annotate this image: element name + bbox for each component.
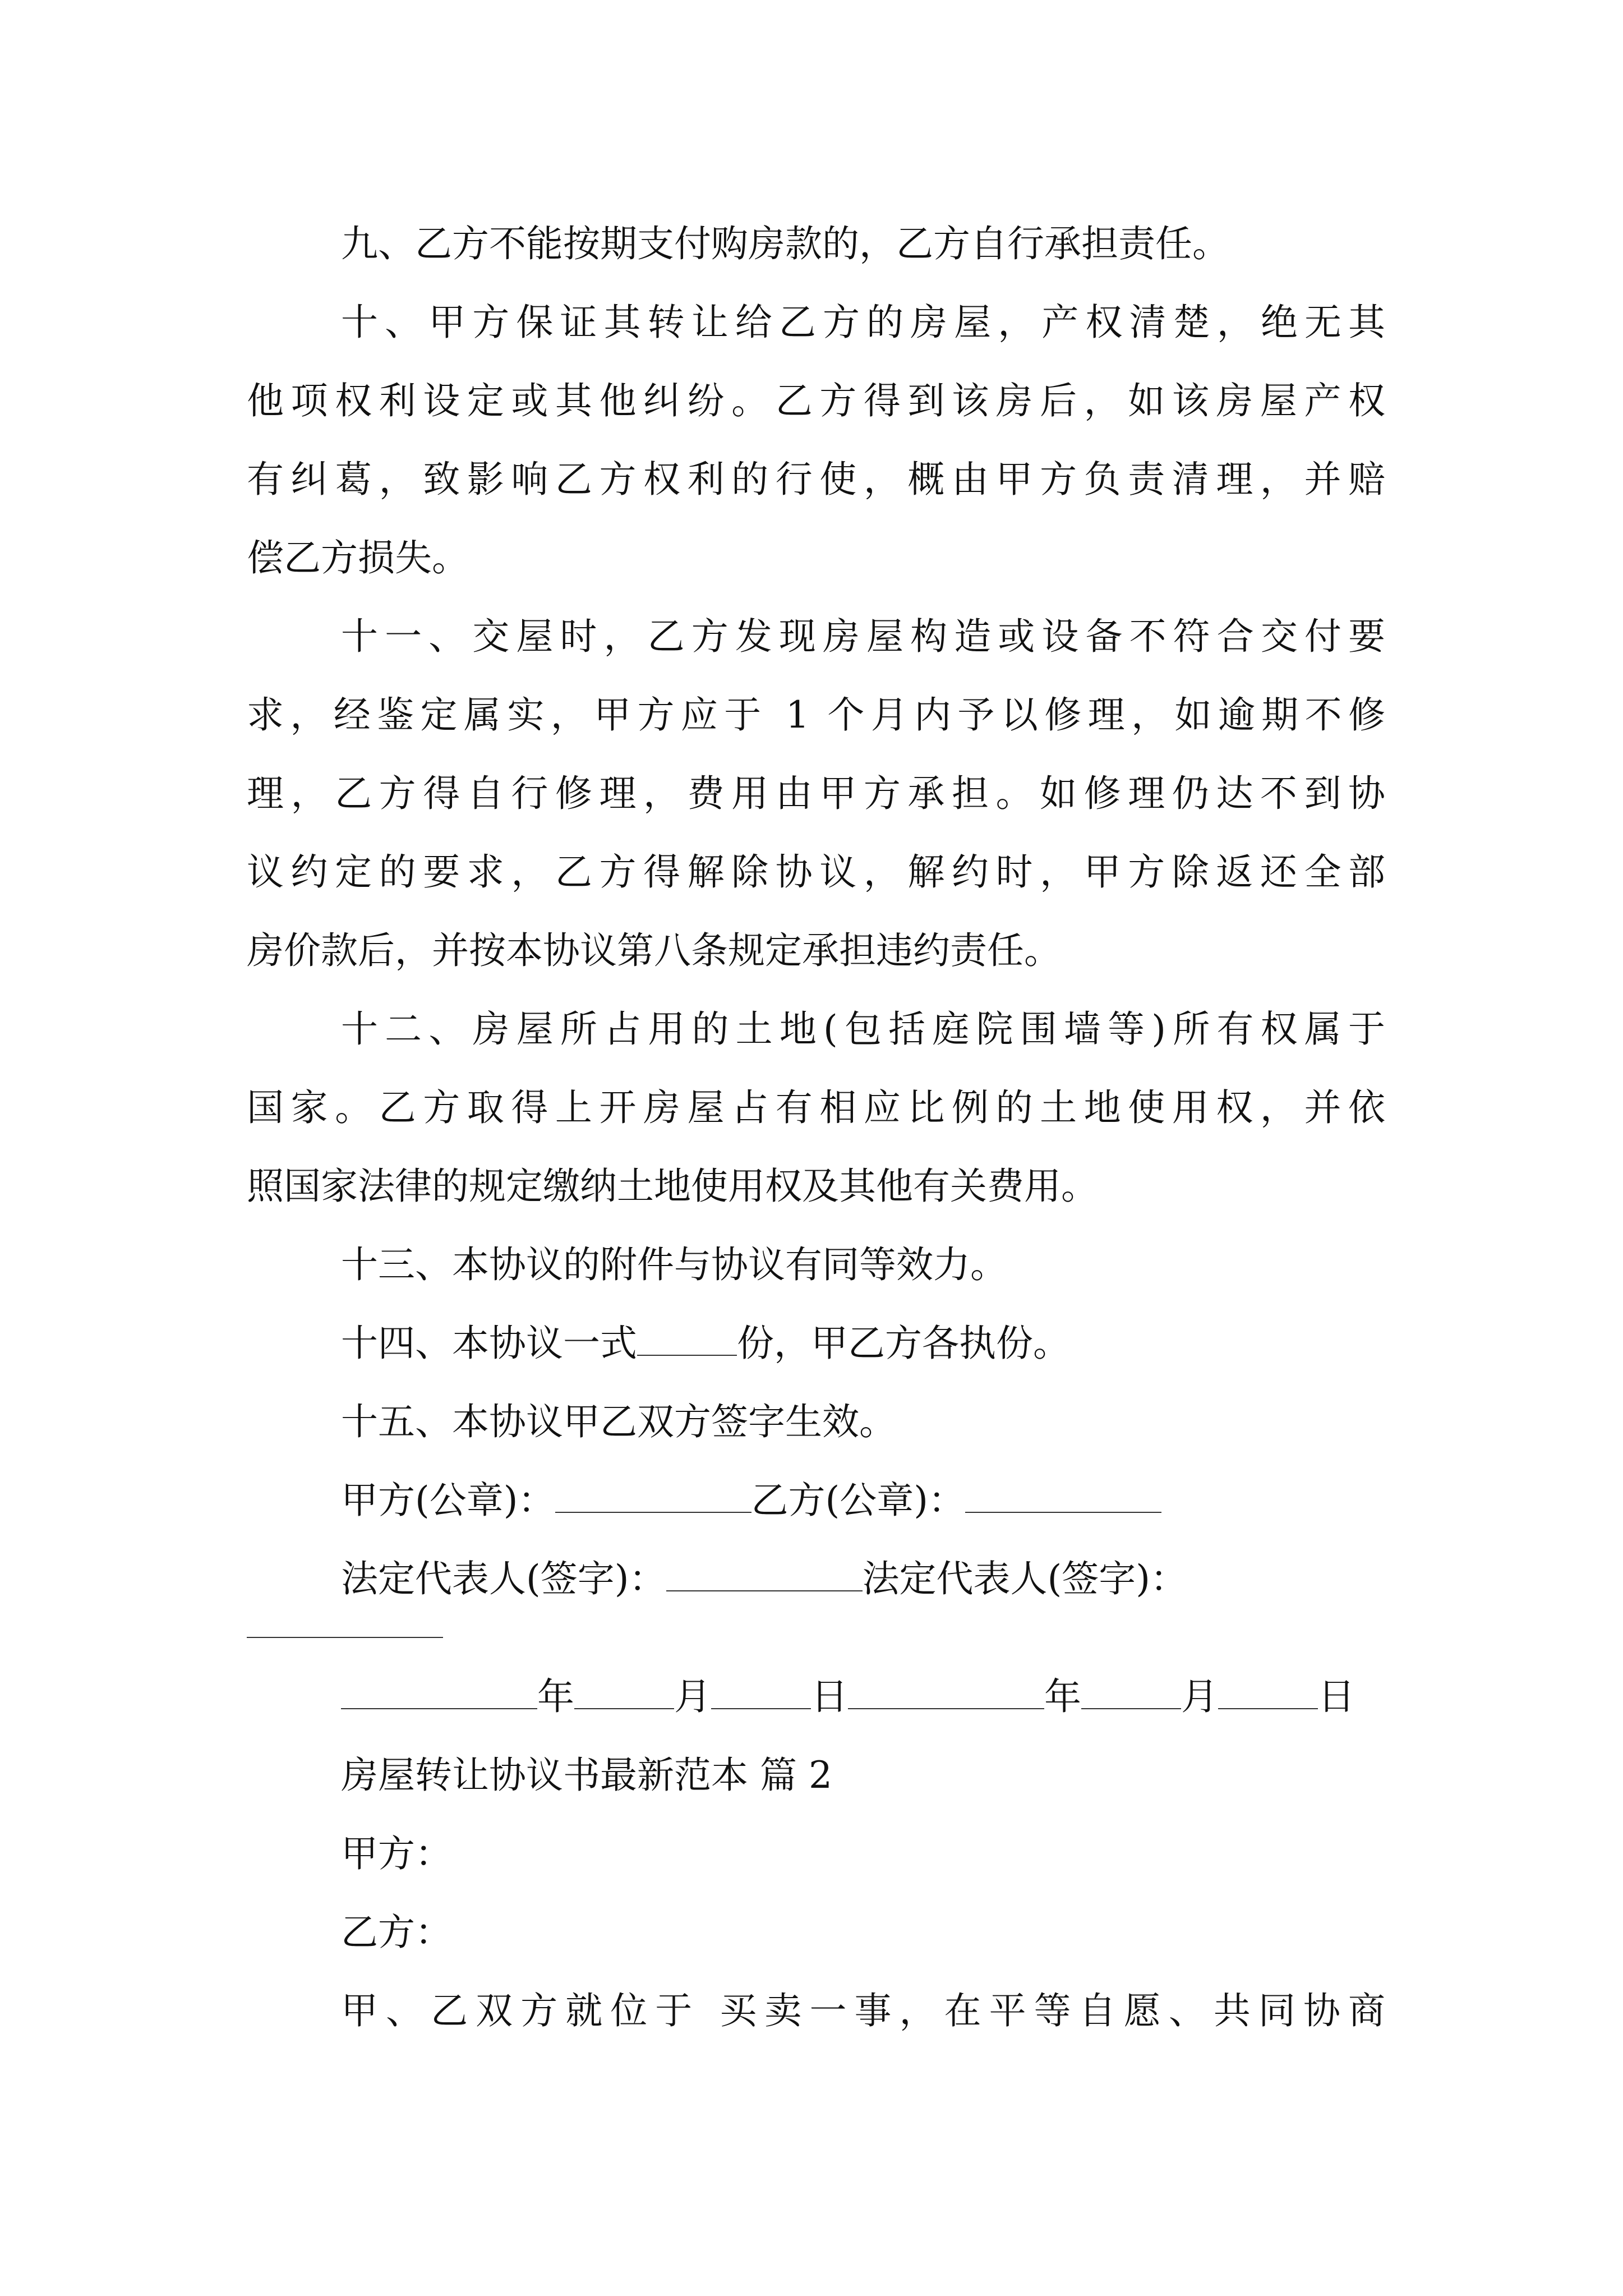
legal-rep-a-label: 法定代表人(签字)： — [341, 1557, 666, 1600]
legal-rep-a-blank — [666, 1561, 863, 1591]
clause-10-line-4: 偿乙方损失。 — [247, 536, 469, 579]
seal-line — [341, 1461, 1161, 1540]
copies-blank — [637, 1326, 737, 1356]
clause-10-line-2: 他项权利设定或其他纠纷。乙方得到该房后，如该房屋产权 — [247, 379, 1385, 422]
section-2-intro: 甲、乙双方就位于 买卖一事，在平等自愿、共同协商 — [341, 1989, 1385, 2032]
clause-13: 十三、本协议的附件与协议有同等效力。 — [341, 1243, 1007, 1286]
clause-10-line-3: 有纠葛，致影响乙方权利的行使，概由甲方负责清理，并赔 — [247, 458, 1385, 501]
month-blank-b — [1081, 1679, 1181, 1709]
legal-rep-b-blank — [247, 1637, 443, 1638]
clause-14-text-b: 份，甲乙方各执份。 — [737, 1322, 1070, 1365]
clause-14 — [341, 1304, 1070, 1383]
clause-9: 九、乙方不能按期支付购房款的，乙方自行承担责任。 — [341, 222, 1229, 265]
day-label-b: 日 — [1318, 1675, 1355, 1718]
party-a-seal-label: 甲方(公章)： — [341, 1479, 555, 1522]
party-b-seal-label: 乙方(公章)： — [751, 1479, 965, 1522]
year-blank-a — [341, 1679, 537, 1709]
legal-rep-b-label: 法定代表人(签字)： — [862, 1557, 1187, 1600]
clause-11-line-3: 理，乙方得自行修理，费用由甲方承担。如修理仍达不到协 — [247, 772, 1385, 815]
clause-12-line-1: 十二、房屋所占用的土地(包括庭院围墙等)所有权属于 — [341, 1007, 1385, 1051]
clause-10-line-1: 十、甲方保证其转让给乙方的房屋，产权清楚，绝无其 — [341, 301, 1385, 344]
clause-12-line-3: 照国家法律的规定缴纳土地使用权及其他有关费用。 — [247, 1165, 1098, 1208]
date-line — [341, 1658, 1355, 1736]
year-label-b: 年 — [1044, 1675, 1081, 1718]
month-blank-a — [574, 1679, 674, 1709]
clause-12-line-2: 国家。乙方取得上开房屋占有相应比例的土地使用权，并依 — [247, 1086, 1385, 1129]
clause-11-line-1: 十一、交屋时，乙方发现房屋构造或设备不符合交付要 — [341, 615, 1385, 658]
month-label-b: 月 — [1181, 1675, 1218, 1718]
section-2-title: 房屋转让协议书最新范本 篇 2 — [341, 1754, 832, 1797]
party-a-seal-blank — [555, 1483, 751, 1513]
month-label-a: 月 — [674, 1675, 711, 1718]
clause-15: 十五、本协议甲乙双方签字生效。 — [341, 1400, 896, 1443]
day-label-a: 日 — [811, 1675, 848, 1718]
clause-11-line-5: 房价款后，并按本协议第八条规定承担违约责任。 — [247, 929, 1061, 972]
legal-rep-line — [341, 1540, 1187, 1618]
clause-11-line-2: 求，经鉴定属实，甲方应于 1 个月内予以修理，如逾期不修 — [247, 693, 1385, 737]
party-b-seal-blank — [965, 1483, 1161, 1513]
clause-11-line-4: 议约定的要求，乙方得解除协议，解约时，甲方除返还全部 — [247, 850, 1385, 894]
party-b-label: 乙方： — [341, 1911, 452, 1954]
party-a-label: 甲方： — [341, 1832, 452, 1875]
year-blank-b — [848, 1679, 1044, 1709]
year-label-a: 年 — [537, 1675, 574, 1718]
clause-14-text-a: 十四、本协议一式 — [341, 1322, 637, 1365]
day-blank-b — [1218, 1679, 1318, 1709]
day-blank-a — [711, 1679, 811, 1709]
